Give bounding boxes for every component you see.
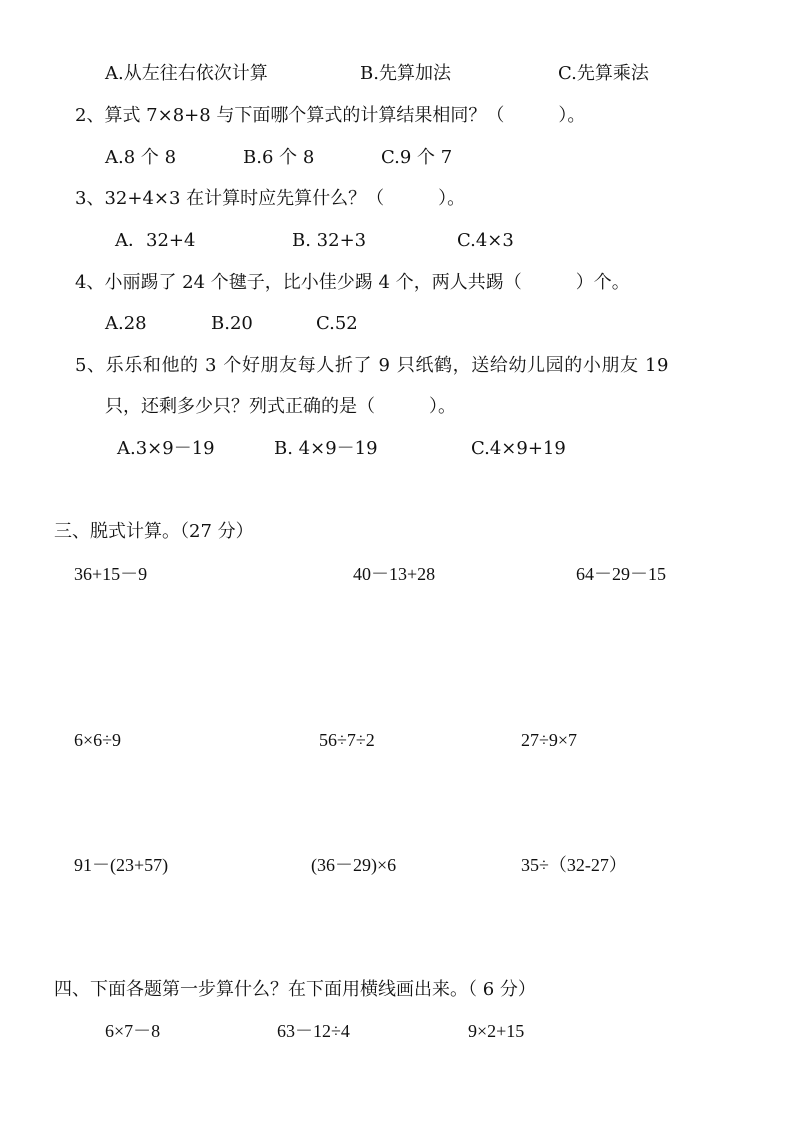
q2-option-c: C.9 个 7 <box>381 147 453 168</box>
q1-option-b: B.先算加法 <box>360 63 451 84</box>
q4-stem: 4、小丽踢了 24 个毽子，比小佳少踢 4 个，两人共踢（ ）个。 <box>75 272 630 293</box>
q3-option-c: C.4×3 <box>457 230 514 251</box>
q4-option-b: B.20 <box>211 313 253 334</box>
calc-item: 6×6÷9 <box>74 730 122 750</box>
q5-stem-line1: 5、乐乐和他的 3 个好朋友每人折了 9 只纸鹤，送给幼儿园的小朋友 19 <box>75 355 670 376</box>
q2-option-a: A.8 个 8 <box>105 147 177 168</box>
calc-item: 91－(23+57) <box>74 855 169 875</box>
q1-option-c: C.先算乘法 <box>558 63 649 84</box>
section3-title: 三、脱式计算。（27 分） <box>54 521 254 542</box>
q5-stem-line2: 只，还剩多少只？列式正确的是（ ）。 <box>105 396 456 417</box>
calc-item: 56÷7÷2 <box>319 730 375 750</box>
q2-stem: 2、算式 7×8+8 与下面哪个算式的计算结果相同？（ ）。 <box>75 105 586 126</box>
q4-option-a: A.28 <box>105 313 147 334</box>
q2-option-b: B.6 个 8 <box>243 147 315 168</box>
calc-item: (36－29)×6 <box>311 855 397 875</box>
step-item: 6×7－8 <box>105 1021 161 1041</box>
calc-item: 27÷9×7 <box>521 730 578 750</box>
q5-option-a: A.3×9－19 <box>117 438 215 459</box>
calc-item: 35÷（32-27） <box>521 855 627 875</box>
q4-option-c: C.52 <box>316 313 358 334</box>
calc-item: 40－13+28 <box>353 564 436 584</box>
q1-option-a: A.从左往右依次计算 <box>105 63 268 84</box>
q5-option-c: C.4×9+19 <box>471 438 566 459</box>
q3-option-b: B. 32+3 <box>292 230 367 251</box>
q3-stem: 3、32+4×3 在计算时应先算什么？（ ）。 <box>75 188 466 209</box>
section4-title: 四、下面各题第一步算什么？在下面用横线画出来。（ 6 分） <box>54 979 536 1000</box>
step-item: 9×2+15 <box>468 1021 525 1041</box>
calc-item: 36+15－9 <box>74 564 148 584</box>
q3-option-a: A．32+4 <box>115 230 196 251</box>
step-item: 63－12÷4 <box>277 1021 350 1041</box>
q5-option-b: B. 4×9－19 <box>274 438 378 459</box>
calc-item: 64－29－15 <box>576 564 666 584</box>
